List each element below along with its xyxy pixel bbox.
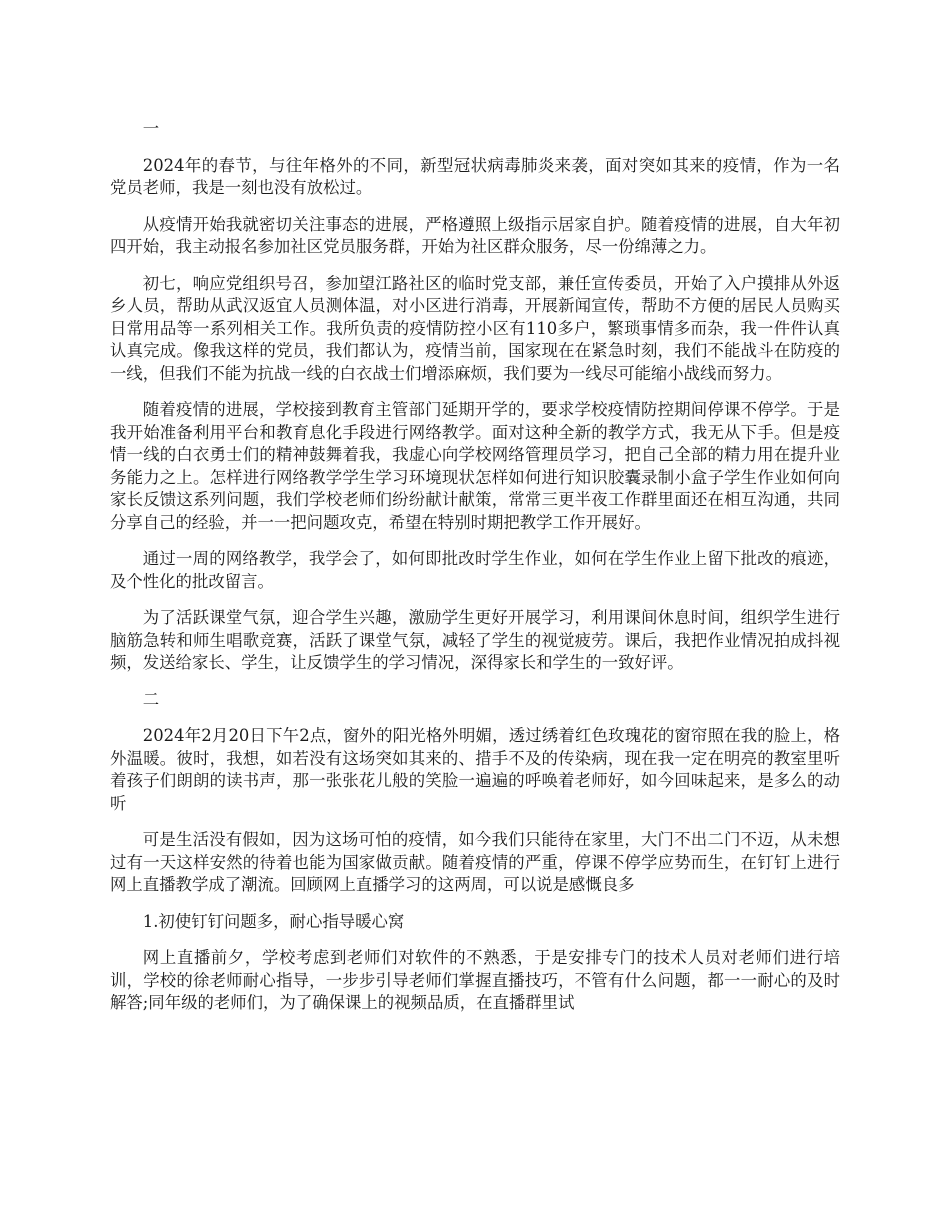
paragraph-8: 可是生活没有假如，因为这场可怕的疫情，如今我们只能待在家里，大门不出二门不迈，从未想过有一天这样安然的待着也能为国家做贡献。随着疫情的严重，停课不停学应势而生，在钉钉上进行网上直播教学成了潮流。回顾网上直播学习的这两周，可以说是感慨良多 bbox=[110, 830, 840, 894]
paragraph-9: 网上直播前夕，学校考虑到老师们对软件的不熟悉，于是安排专门的技术人员对老师们进行培训，学校的徐老师耐心指导，一步步引导老师们掌握直播技巧，不管有什么问题，都一一耐心的及时解答;同年级的老师们，为了确保课上的视频品质，在直播群里试 bbox=[110, 948, 840, 1012]
paragraph-6: 为了活跃课堂气氛，迎合学生兴趣，激励学生更好开展学习，利用课间休息时间，组织学生进行脑筋急转和师生唱歌竞赛，活跃了课堂气氛，减轻了学生的视觉疲劳。课后，我把作业情况拍成抖视频，发送给家长、学生，让反馈学生的学习情况，深得家长和学生的一致好评。 bbox=[110, 608, 840, 672]
section-one-heading: 一 bbox=[142, 119, 160, 138]
paragraph-7: 2024年2月20日下午2点，窗外的阳光格外明媚，透过绣着红色玫瑰花的窗帘照在我的脸上，格外温暖。彼时，我想，如若没有这场突如其来的、措手不及的传染病，现在我一定在明亮的教室里听着孩子们朗朗的读书声，那一张张花儿般的笑脸一遍遍的呼唤着老师好，如今回味起来，是多么的动听 bbox=[110, 726, 840, 813]
paragraph-2: 从疫情开始我就密切关注事态的进展，严格遵照上级指示居家自护。随着疫情的进展，自大年初四开始，我主动报名参加社区党员服务群，开始为社区群众服务，尽一份绵薄之力。 bbox=[110, 214, 840, 256]
section-two-heading: 二 bbox=[142, 689, 160, 709]
paragraph-3: 初七，响应党组织号召，参加望江路社区的临时党支部，兼任宣传委员，开始了入户摸排从外返乡人员，帮助从武汉返宜人员测体温，对小区进行消毒，开展新闻宣传，帮助不方便的居民人员购买日常用品等一系列相关工作。我所负责的疫情防控小区有110多户，繁琐事情多而杂，我一件件认真认真完成。像我这样的党员，我们都认为，疫情当前，国家现在在紧急时刻，我们不能战斗在防疫的一线，但我们不能为抗战一线的白衣战士们增添麻烦，我们要为一线尽可能缩小战线而努力。 bbox=[110, 273, 840, 383]
paragraph-4: 随着疫情的进展，学校接到教育主管部门延期开学的，要求学校疫情防控期间停课不停学。于是我开始准备利用平台和教育息化手段进行网络教学。面对这种全新的教学方式，我无从下手。但是疫情一线的白衣勇士们的精神鼓舞着我，我虚心向学校网络管理员学习，把自己全部的精力用在提升业务能力之上。怎样进行网络教学学生学习环境现状怎样如何进行知识胶囊录制小盒子学生作业如何向家长反馈这系列问题，我们学校老师们纷纷献计献策，常常三更半夜工作群里面还在相互沟通，共同分享自己的经验，并一一把问题攻克，希望在特别时期把教学工作开展好。 bbox=[110, 400, 840, 532]
subheading-1: 1.初使钉钉问题多，耐心指导暖心窝 bbox=[142, 911, 405, 931]
paragraph-5: 通过一周的网络教学，我学会了，如何即批改时学生作业，如何在学生作业上留下批改的痕迹，及个性化的批改留言。 bbox=[110, 549, 840, 591]
paragraph-1: 2024年的春节，与往年格外的不同，新型冠状病毒肺炎来袭，面对突如其来的疫情，作为一名党员老师，我是一刻也没有放松过。 bbox=[110, 155, 840, 197]
